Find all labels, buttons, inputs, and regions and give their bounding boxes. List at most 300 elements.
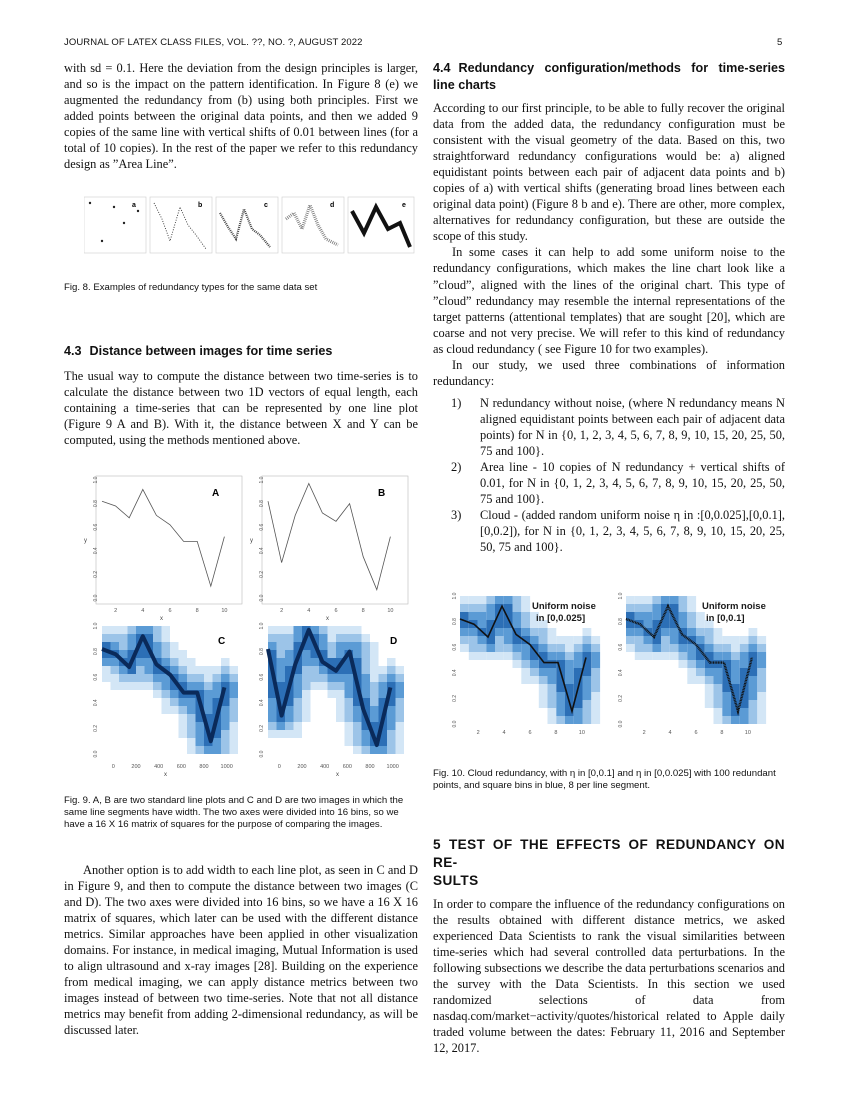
fig10-right-bin: [679, 660, 688, 668]
fig9d-bin: [311, 682, 320, 690]
fig9c-y-tick: 0.8: [93, 648, 99, 656]
fig9a-y-tick: 0.4: [93, 547, 99, 555]
fig10-left-bin: [556, 700, 565, 708]
fig9-panel-b: [250, 476, 408, 622]
left-intro: [64, 60, 418, 172]
fig9d-bin: [353, 714, 362, 722]
fig10-right-bin: [714, 676, 723, 684]
fig9c-bin: [204, 706, 213, 714]
fig10-right-bin: [687, 668, 696, 676]
fig9d-bin: [277, 674, 286, 682]
fig10-left-bin: [583, 652, 592, 660]
section-4-4-title: Redundancy configuration/methods for time-series line charts: [433, 61, 785, 92]
fig9d-bin: [285, 730, 294, 738]
fig9b-series-line: [268, 484, 390, 590]
section-4-3-title: Distance between images for time series: [89, 344, 333, 358]
fig9d-bin: [268, 634, 277, 642]
fig10-left-bin: [486, 596, 495, 604]
fig9d-bin: [396, 722, 405, 730]
fig10-left-bin: [574, 716, 583, 724]
fig10-left-bin: [591, 716, 600, 724]
fig10-right-bin: [705, 676, 714, 684]
fig10-right-bin: [670, 596, 679, 604]
figure-9: [84, 470, 420, 780]
fig10-left-bin: [565, 636, 574, 644]
fig10-right-bin: [670, 628, 679, 636]
fig9d-bin: [302, 698, 311, 706]
fig10-right-bin: [670, 652, 679, 660]
fig9d-x-tick: 200: [297, 764, 307, 770]
fig9d-bin: [379, 674, 388, 682]
fig9c-x-tick: 0: [111, 764, 115, 770]
fig9c-bin: [187, 746, 196, 754]
section-4-3-paragraph: The usual way to compute the distance between two time-series is to calculate the distance between two 1D vectors of equal length, each containing a time-series that can be represented by one line plot (Figure 9 A and B). With it, the distance between X and Y can be computed, using the methods mentioned above.: [64, 369, 418, 448]
fig10-left-bin: [591, 636, 600, 644]
fig9d-bin: [277, 626, 286, 634]
fig9d-bin: [396, 698, 405, 706]
fig9d-bin: [302, 706, 311, 714]
fig9d-bin: [294, 698, 303, 706]
fig9d-x-tick: 0: [277, 764, 281, 770]
fig10-left-bin: [504, 644, 513, 652]
fig9c-y-tick: 0.4: [93, 699, 99, 707]
fig9d-bin: [311, 674, 320, 682]
fig10-right-bin: [714, 708, 723, 716]
fig10-left-y-tick: 1.0: [452, 592, 458, 600]
fig10-left-bin: [504, 652, 513, 660]
fig9c-bin: [179, 706, 188, 714]
fig10-right-label-2: in [0,0.1]: [706, 613, 745, 624]
fig10-left-bin: [521, 652, 530, 660]
fig9d-bin: [362, 682, 371, 690]
fig9c-bin: [204, 690, 213, 698]
fig9c-bin: [179, 666, 188, 674]
fig10-left-bin: [478, 636, 487, 644]
fig9d-bin: [336, 634, 345, 642]
fig9c-x-tick: 800: [199, 764, 209, 770]
fig10-right-bin: [731, 660, 740, 668]
fig9c-bin: [213, 682, 222, 690]
fig10-right-bin: [687, 676, 696, 684]
section-5-title-1: TEST OF THE EFFECTS OF REDUNDANCY ON RE-: [433, 837, 785, 870]
fig10-left-bin: [583, 700, 592, 708]
fig9d-bin: [294, 682, 303, 690]
fig9d-bin: [302, 674, 311, 682]
section-4-3: [64, 343, 418, 448]
fig10-left-bin: [574, 652, 583, 660]
fig10-left-bin: [486, 612, 495, 620]
fig9d-bin: [345, 634, 354, 642]
fig9c-bin: [213, 738, 222, 746]
fig10-left-y-tick: 0.8: [452, 618, 458, 626]
fig9c-bin: [221, 666, 230, 674]
fig10-right-bin: [626, 612, 635, 620]
fig10-left-bin: [478, 652, 487, 660]
fig9d-bin: [294, 674, 303, 682]
fig9d-bin: [345, 626, 354, 634]
fig10-right-bin: [644, 652, 653, 660]
fig9d-bin: [379, 690, 388, 698]
fig10-left-bin: [521, 676, 530, 684]
fig10-left-bin: [548, 684, 557, 692]
fig9c-bin: [136, 682, 145, 690]
fig10-left-bin: [539, 676, 548, 684]
fig9c-bin: [187, 666, 196, 674]
fig9c-bin: [230, 722, 239, 730]
fig9c-bin: [196, 682, 205, 690]
fig10-left-bin: [539, 692, 548, 700]
fig9d-x-tick: 600: [342, 764, 352, 770]
fig9d-bin: [379, 746, 388, 754]
fig10-right-bin: [670, 604, 679, 612]
fig10-right-bin: [731, 652, 740, 660]
fig9d-bin: [285, 634, 294, 642]
fig10-left-x-tick: 8: [554, 730, 558, 736]
fig10-left-bin: [513, 620, 522, 628]
fig9d-bin: [345, 682, 354, 690]
fig10-left-bin: [530, 668, 539, 676]
fig9c-y-tick: 0.2: [93, 724, 99, 732]
fig9d-bin: [345, 722, 354, 730]
figure-8: [84, 195, 420, 259]
fig9d-bin: [396, 674, 405, 682]
fig9d-bin: [302, 666, 311, 674]
fig10-left-bin: [548, 708, 557, 716]
fig9c-bin: [204, 746, 213, 754]
fig9b-x-tick: 8: [361, 608, 365, 614]
fig9c-bin: [128, 634, 137, 642]
fig9c-bin: [111, 626, 120, 634]
fig9c-bin: [136, 626, 145, 634]
fig10-right-bin: [757, 708, 766, 716]
fig10-right-bin: [731, 644, 740, 652]
fig9d-bin: [370, 746, 379, 754]
fig9c-bin: [187, 674, 196, 682]
fig9b-y-tick: 0.0: [259, 594, 265, 602]
fig8-panel-c: [216, 197, 278, 253]
fig10-left-bin: [513, 604, 522, 612]
fig10-left-y-tick: 0.2: [452, 694, 458, 702]
fig10-left-bin: [521, 668, 530, 676]
fig10-right-bin: [635, 652, 644, 660]
fig9d-bin: [370, 714, 379, 722]
fig10-right-bin: [696, 668, 705, 676]
fig9d-bin: [336, 690, 345, 698]
fig10-right-bin: [757, 716, 766, 724]
fig10-right-y-tick: 0.4: [618, 669, 624, 677]
fig10-right-bin: [749, 644, 758, 652]
list-item-number: 2): [451, 460, 462, 475]
fig10-left-bin: [583, 708, 592, 716]
fig9c-bin: [230, 674, 239, 682]
fig10-right-bin: [687, 596, 696, 604]
fig9d-bin: [387, 730, 396, 738]
fig10-left-bin: [513, 660, 522, 668]
fig9d-bin: [370, 674, 379, 682]
fig10-left-bin: [539, 684, 548, 692]
fig10-right-bin: [679, 644, 688, 652]
fig10-left-bin: [460, 596, 469, 604]
fig10-left-bin: [478, 612, 487, 620]
fig9c-bin: [221, 674, 230, 682]
fig9c-bin: [162, 698, 171, 706]
fig9d-bin: [319, 682, 328, 690]
fig9a-x-tick: 2: [114, 608, 118, 614]
fig9a-xlabel: x: [160, 616, 163, 622]
fig9c-bin: [230, 738, 239, 746]
fig10-right-bin: [757, 636, 766, 644]
fig10-right-x-tick: 4: [668, 730, 672, 736]
fig10-left-bin: [548, 628, 557, 636]
fig9d-bin: [336, 626, 345, 634]
fig9c-y-tick: 0.0: [93, 750, 99, 758]
fig9d-bin: [362, 738, 371, 746]
fig10-right-bin: [644, 612, 653, 620]
fig10-right-bin: [661, 652, 670, 660]
fig10-right-bin: [679, 652, 688, 660]
fig10-right-bin: [722, 716, 731, 724]
fig10-left-bin: [521, 604, 530, 612]
fig9c-bin: [111, 642, 120, 650]
fig9c-bin: [230, 714, 239, 722]
fig9c-bin: [221, 658, 230, 666]
fig9c-bin: [119, 682, 128, 690]
fig10-right-bin: [670, 644, 679, 652]
fig10-left-bin: [583, 676, 592, 684]
fig9c-bin: [162, 706, 171, 714]
fig9d-bin: [387, 746, 396, 754]
fig9c-bin: [170, 658, 179, 666]
fig9d-y-tick: 1.0: [259, 622, 265, 630]
fig9b-ylabel: y: [250, 538, 253, 544]
fig9c-bin: [119, 666, 128, 674]
fig9c-bin: [136, 658, 145, 666]
fig9d-bin: [362, 730, 371, 738]
fig10-right-bin: [679, 596, 688, 604]
fig9d-bin: [353, 722, 362, 730]
fig10-left-bin: [591, 692, 600, 700]
fig9d-bin: [353, 634, 362, 642]
section-5-paragraph: In order to compare the influence of the redundancy configurations on the results obtained with different distance metrics, we asked experienced Data Scientists to rank the visual similarities between time-series which had several controlled data perturbations. In the following subsections we describe the data perturbations scenarios and the survey with the Data Scientists. In this section we used randomized selections of data from nasdaq.com/market−activity/quotes/historical related to Apple daily traded volume between the dates: February 11, 2016 and September 12, 2017.: [433, 897, 785, 1056]
fig9c-bin: [187, 706, 196, 714]
list-item: [433, 507, 785, 555]
fig9c-bin: [153, 626, 162, 634]
fig10-left-bin: [565, 676, 574, 684]
fig9c-x-tick: 1000: [220, 764, 233, 770]
fig10-right-bin: [705, 628, 714, 636]
fig9d-bin: [268, 722, 277, 730]
fig10-left-bin: [469, 644, 478, 652]
fig9c-bin: [102, 634, 111, 642]
fig10-right-bin: [696, 676, 705, 684]
fig10-left-bin: [495, 636, 504, 644]
fig9b-xlabel: x: [326, 616, 329, 622]
fig10-left-bin: [556, 644, 565, 652]
fig9c-bin: [136, 666, 145, 674]
fig9d-bin: [319, 674, 328, 682]
fig10-right-bin: [644, 644, 653, 652]
list-item-text: N redundancy without noise, (where N redundancy means N aligned equidistant points between each pair of adjacent data points) for N in {0, 1, 2, 3, 4, 5, 6, 7, 8, 9, 10, 15, 20, 25, 50, 75 and 100}.: [480, 395, 785, 458]
fig9c-bin: [187, 730, 196, 738]
fig9c-bin: [102, 626, 111, 634]
fig9d-bin: [387, 706, 396, 714]
fig9d-bin: [370, 650, 379, 658]
fig9c-bin: [221, 746, 230, 754]
fig10-right-bin: [757, 652, 766, 660]
fig10-left-bin: [548, 716, 557, 724]
fig10-left-bin: [548, 692, 557, 700]
fig9d-bin: [396, 666, 405, 674]
fig10-caption-wrap: [433, 768, 789, 792]
fig9c-y-tick: 0.6: [93, 673, 99, 681]
fig9c-bin: [204, 698, 213, 706]
fig10-right-bin: [652, 596, 661, 604]
fig9d-bin: [328, 674, 337, 682]
fig9d-bin: [336, 714, 345, 722]
fig9d-bin: [353, 626, 362, 634]
fig10-right-bin: [635, 644, 644, 652]
fig9c-bin: [230, 730, 239, 738]
fig9d-bin: [268, 714, 277, 722]
fig10-right-x-tick: 2: [642, 730, 646, 736]
fig10-right-x-tick: 10: [744, 730, 751, 736]
fig10-right-bin: [740, 700, 749, 708]
fig10-right-bin: [714, 652, 723, 660]
fig10-left-bin: [486, 652, 495, 660]
fig9d-bin: [277, 634, 286, 642]
fig9a-y-tick: 1.0: [93, 476, 99, 484]
fig10-right-bin: [626, 636, 635, 644]
fig9d-x-tick: 1000: [386, 764, 399, 770]
fig8-panel-d: [282, 197, 344, 253]
fig9-svg: [84, 470, 420, 780]
fig10-left-bin: [469, 652, 478, 660]
fig10-left-bin: [469, 628, 478, 636]
fig9-panel-d: [259, 622, 404, 778]
fig9c-bin: [102, 658, 111, 666]
fig10-right-bin: [749, 636, 758, 644]
fig10-right-bin: [722, 700, 731, 708]
fig10-right-bin: [722, 652, 731, 660]
fig9-caption: Fig. 9. A, B are two standard line plots and C and D are two images in which the same line segments have width. The two axes were divided into 16 bins, so we have a 16 X 16 matrix of squares for the purpose of comparing the images.: [64, 795, 404, 830]
fig10-right-bin: [722, 644, 731, 652]
fig9d-bin: [370, 698, 379, 706]
fig10-right-bin: [661, 644, 670, 652]
fig9d-bin: [328, 682, 337, 690]
fig9d-bin: [294, 626, 303, 634]
fig10-left-bin: [478, 604, 487, 612]
fig9c-bin: [102, 666, 111, 674]
fig9c-bin: [111, 666, 120, 674]
list-item-text: Area line - 10 copies of N redundancy + vertical shifts of 0.01, for N in {0, 1, 2, 3, 4, 5, 6, 7, 8, 9, 10, 15, 20, 25, 50, 75 and 100}.: [480, 460, 785, 507]
fig10-left-bin: [556, 708, 565, 716]
fig10-right-bin: [661, 636, 670, 644]
fig9d-bin: [362, 658, 371, 666]
fig9d-bin: [294, 706, 303, 714]
fig9d-bin: [302, 658, 311, 666]
fig10-left-bin: [530, 660, 539, 668]
fig9d-bin: [345, 738, 354, 746]
fig9d-bin: [362, 650, 371, 658]
fig9d-bin: [345, 698, 354, 706]
fig9d-x-tick: 400: [320, 764, 330, 770]
fig10-right-bin: [705, 668, 714, 676]
fig10-right-bin: [714, 636, 723, 644]
fig10-right-bin: [661, 596, 670, 604]
section-5-number: 5: [433, 837, 441, 852]
fig10-left-bin: [591, 660, 600, 668]
fig10-left-bin: [574, 708, 583, 716]
fig9c-bin: [128, 674, 137, 682]
fig10-left-bin: [583, 684, 592, 692]
fig9d-bin: [336, 642, 345, 650]
fig10-right-bin: [705, 644, 714, 652]
fig10-right-bin: [731, 716, 740, 724]
fig9c-bin: [179, 714, 188, 722]
fig10-left-x-tick: 6: [528, 730, 532, 736]
fig10-right-bin: [705, 684, 714, 692]
fig10-right-bin: [740, 652, 749, 660]
fig9a-series-line: [102, 489, 224, 586]
fig10-right-bin: [661, 628, 670, 636]
fig9d-bin: [353, 642, 362, 650]
fig9d-y-tick: 0.6: [259, 673, 265, 681]
fig10-right-bin: [749, 700, 758, 708]
fig9b-y-tick: 0.6: [259, 523, 265, 531]
fig9a-x-tick: 8: [195, 608, 199, 614]
fig9d-bin: [336, 682, 345, 690]
fig9a-x-tick: 4: [141, 608, 145, 614]
fig9d-bin: [396, 714, 405, 722]
fig9c-bin: [128, 642, 137, 650]
fig9c-bin: [221, 706, 230, 714]
fig9c-bin: [204, 674, 213, 682]
journal-header: JOURNAL OF LATEX CLASS FILES, VOL. ??, NO. ?, AUGUST 2022: [64, 37, 363, 48]
fig10-right-bin: [652, 644, 661, 652]
fig10-left-bin: [513, 644, 522, 652]
fig9c-bin: [187, 714, 196, 722]
fig10-right-bin: [696, 628, 705, 636]
fig9d-bin: [302, 682, 311, 690]
fig9b-x-tick: 6: [334, 608, 338, 614]
fig10-left-bin: [504, 596, 513, 604]
fig10-right-y-tick: 0.6: [618, 643, 624, 651]
fig10-left-bin: [548, 652, 557, 660]
fig10-left-bin: [556, 652, 565, 660]
fig10-right-bin: [705, 700, 714, 708]
fig9a-y-tick: 0.0: [93, 594, 99, 602]
fig9c-bin: [153, 642, 162, 650]
fig10-right-bin: [635, 636, 644, 644]
fig10-right-bin: [757, 700, 766, 708]
fig9d-bin: [396, 746, 405, 754]
fig9c-bin: [196, 666, 205, 674]
fig10-left-bin: [521, 620, 530, 628]
fig10-caption: Fig. 10. Cloud redundancy, with η in [0,0.1] and η in [0,0.025] with 100 redundant points, and square bins in blue, 8 per line segment.: [433, 768, 776, 791]
fig9c-bin: [153, 634, 162, 642]
section-4-4: [433, 60, 785, 555]
fig10-right-bin: [749, 716, 758, 724]
fig9-panel-c: [93, 622, 238, 778]
fig9a-ylabel: y: [84, 538, 87, 544]
fig9c-xlabel: x: [164, 772, 167, 778]
fig10-left-bin: [469, 596, 478, 604]
fig10-left-bin: [583, 628, 592, 636]
section-4-4-p2: In some cases it can help to add some uniform noise to the redundancy configurations, which makes the line chart look like a ”cloud”, aligned with the lines of the original chart. This type of ”cloud” redundancy may resemble the internal representations of the target patterns (attentional templates) that are sought [20], which are coarse and not very precise. We will refer to this kind of redundancy as cloud redundancy ( see Figure 10 for two examples).: [433, 245, 785, 356]
fig10-right-bin: [670, 636, 679, 644]
fig10-left-bin: [486, 644, 495, 652]
fig9d-bin: [277, 722, 286, 730]
